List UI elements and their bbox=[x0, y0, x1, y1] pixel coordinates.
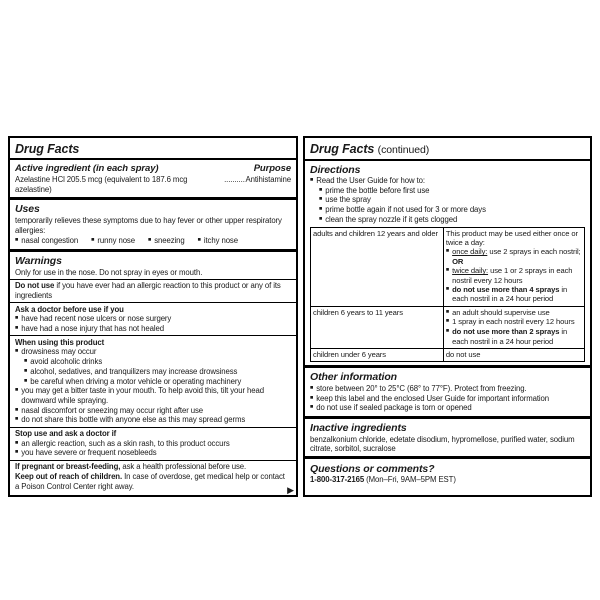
bullet-square-icon: ■ bbox=[15, 406, 19, 413]
bullet-text: an adult should supervise use bbox=[452, 307, 550, 317]
bullet-square-icon: ■ bbox=[310, 404, 314, 411]
bullet-square-icon: ■ bbox=[91, 237, 95, 244]
age-cell: adults and children 12 years and older bbox=[311, 227, 444, 306]
list-item bbox=[148, 236, 185, 246]
divider bbox=[10, 279, 296, 280]
bullet-square-icon: ■ bbox=[319, 215, 323, 222]
symptom-label: nasal congestion bbox=[21, 236, 79, 246]
bullet-square-icon: ■ bbox=[445, 285, 450, 292]
divider bbox=[305, 159, 590, 161]
dose-limit: do not use more than 4 sprays bbox=[452, 284, 560, 294]
bullet-text: nasal discomfort or sneezing may occur right after use bbox=[21, 405, 204, 415]
bullet-square-icon: ■ bbox=[445, 248, 450, 255]
bullet-text: alcohol, sedatives, and tranquilizers may increase drowsiness bbox=[30, 366, 238, 376]
bullet-text: Read the User Guide for how to: bbox=[316, 176, 425, 185]
bullet-text: clean the spray nozzle if it gets clogged bbox=[325, 214, 458, 224]
do-not-use-lead: Do not use bbox=[15, 281, 55, 291]
bullet-square-icon: ■ bbox=[319, 196, 323, 203]
pregnant-lead: If pregnant or breast-feeding, bbox=[15, 462, 121, 472]
bullet-square-icon: ■ bbox=[310, 177, 314, 183]
list-item bbox=[15, 448, 291, 458]
dose-intro: This product may be used either once or twice a day: bbox=[445, 228, 578, 247]
list-item bbox=[310, 403, 585, 413]
symptom-label: itchy nose bbox=[203, 236, 238, 246]
bullet-text: avoid alcoholic drinks bbox=[30, 357, 103, 367]
dose-or: OR bbox=[452, 256, 464, 266]
bullet-text: you have severe or frequent nosebleeds bbox=[21, 448, 157, 458]
bullet-text bbox=[452, 285, 581, 304]
purpose-value: Antihistamine bbox=[245, 175, 291, 184]
bullet-square-icon: ■ bbox=[147, 237, 152, 244]
dosing-table bbox=[310, 227, 585, 363]
list-item bbox=[15, 236, 78, 246]
list-item bbox=[15, 324, 291, 334]
list-item bbox=[15, 357, 291, 367]
bullet-square-icon: ■ bbox=[15, 416, 19, 423]
drug-facts-title-text: Drug Facts bbox=[310, 142, 375, 156]
list-item bbox=[15, 386, 291, 405]
instructions-cell bbox=[443, 227, 584, 306]
list-item bbox=[310, 176, 585, 186]
active-ingredient-line bbox=[15, 175, 291, 194]
symptom-label: runny nose bbox=[97, 236, 135, 246]
bullet-square-icon: ■ bbox=[445, 267, 450, 274]
bullet-text: prime bottle again if not used for 3 or more days bbox=[325, 205, 486, 215]
directions-heading: Directions bbox=[310, 163, 361, 176]
divider bbox=[10, 249, 296, 252]
bullet-square-icon: ■ bbox=[24, 377, 28, 384]
divider bbox=[305, 416, 590, 419]
list-item bbox=[91, 236, 135, 246]
bullet-square-icon: ■ bbox=[24, 358, 28, 365]
continued-label: (continued) bbox=[377, 144, 430, 156]
dose-frequency: twice daily: bbox=[452, 266, 489, 276]
bullet-text: keep this label and the enclosed User Guide for important information bbox=[316, 393, 550, 403]
ask-doctor-heading: Ask a doctor before use if you bbox=[15, 304, 124, 314]
phone-number: 1-800-317-2165 bbox=[310, 475, 365, 485]
list-item bbox=[446, 247, 581, 266]
divider bbox=[305, 456, 590, 459]
divider bbox=[10, 427, 296, 428]
list-item bbox=[446, 327, 581, 346]
list-item bbox=[446, 317, 581, 327]
dose-frequency: once daily: bbox=[452, 247, 488, 257]
list-item bbox=[446, 285, 581, 304]
divider bbox=[10, 197, 296, 200]
drug-facts-title: Drug Facts bbox=[15, 142, 80, 156]
warnings-heading: Warnings bbox=[15, 255, 62, 268]
questions-heading: Questions or comments? bbox=[310, 462, 435, 475]
divider bbox=[305, 365, 590, 368]
pregnant-rest: ask a health professional before use. bbox=[120, 462, 247, 472]
bullet-square-icon: ■ bbox=[15, 237, 19, 244]
instructions-cell bbox=[443, 306, 584, 348]
bullet-square-icon: ■ bbox=[310, 394, 314, 401]
table-row bbox=[311, 306, 585, 348]
symptom-label: sneezing bbox=[154, 236, 185, 246]
ingredient-name: Azelastine HCl 205.5 mcg (equivalent to 187.6 mcg azelastine) bbox=[15, 175, 188, 194]
bullet-text: be careful when driving a motor vehicle or operating machinery bbox=[30, 376, 242, 386]
dose-limit: do not use more than 2 sprays bbox=[452, 327, 560, 337]
dose-detail: in each nostril in a 24 hour period bbox=[452, 284, 568, 304]
bullet-text: 1 spray in each nostril every 12 hours bbox=[452, 317, 575, 327]
list-item bbox=[15, 347, 291, 357]
divider bbox=[10, 158, 296, 160]
bullet-text: have had a nose injury that has not healed bbox=[21, 324, 164, 334]
uses-intro: temporarily relieves these symptoms due to hay fever or other upper respiratory allergies: bbox=[15, 215, 282, 235]
bullet-square-icon: ■ bbox=[319, 186, 323, 193]
bullet-text: an allergic reaction, such as a skin rash, to this product occurs bbox=[21, 438, 230, 448]
do-not-use-rest: if you have ever had an allergic reaction to this product or any of its ingredients bbox=[15, 281, 281, 300]
inactive-ingredients-heading: Inactive ingredients bbox=[310, 422, 407, 434]
when-using-heading: When using this product bbox=[15, 337, 105, 347]
list-item bbox=[310, 205, 585, 215]
bullet-text bbox=[452, 266, 581, 285]
bullet-text: prime the bottle before first use bbox=[325, 185, 430, 195]
table-row bbox=[311, 348, 585, 361]
list-item bbox=[15, 377, 291, 387]
dose-detail: in each nostril in a 24 hour period bbox=[452, 327, 568, 346]
list-item bbox=[446, 308, 581, 318]
drug-facts-label bbox=[8, 136, 592, 497]
bullet-text: have had recent nose ulcers or nose surgery bbox=[21, 314, 172, 324]
bullet-square-icon: ■ bbox=[310, 384, 314, 391]
stop-use-heading: Stop use and ask a doctor if bbox=[15, 429, 117, 439]
bullet-text: you may get a bitter taste in your mouth. To help avoid this, tilt your head downward while spraying. bbox=[21, 386, 264, 405]
age-cell: children under 6 years bbox=[311, 348, 444, 361]
dose-detail: use 2 sprays in each nostril; bbox=[487, 247, 581, 257]
list-item bbox=[310, 215, 585, 225]
questions-phone-line bbox=[310, 475, 585, 485]
bullet-text: use the spray bbox=[325, 195, 371, 205]
table-row bbox=[311, 227, 585, 306]
bullet-text: drowsiness may occur bbox=[21, 347, 97, 357]
divider bbox=[10, 335, 296, 336]
other-information-heading: Other information bbox=[310, 371, 397, 384]
continued-arrow-icon: ▶ bbox=[287, 485, 294, 496]
purpose-heading: Purpose bbox=[253, 162, 291, 174]
list-item bbox=[15, 314, 291, 324]
drug-facts-continued-title bbox=[310, 140, 585, 158]
list-item bbox=[310, 195, 585, 205]
dose-detail: use 1 or 2 sprays in each nostril every 12 hours bbox=[452, 266, 573, 285]
drug-facts-right-panel bbox=[303, 136, 592, 497]
bullet-square-icon: ■ bbox=[15, 315, 19, 322]
list-item bbox=[446, 266, 581, 285]
active-ingredient-header-row bbox=[15, 161, 291, 175]
list-item bbox=[15, 415, 291, 425]
active-ingredient-heading: Active ingredient (in each spray) bbox=[15, 162, 159, 174]
bullet-square-icon: ■ bbox=[319, 206, 323, 213]
bullet-text: do not use if sealed package is torn or opened bbox=[316, 403, 472, 413]
bullet-square-icon: ■ bbox=[15, 325, 19, 332]
list-item bbox=[310, 394, 585, 404]
list-item bbox=[198, 236, 238, 246]
inactive-ingredients-text: benzalkonium chloride, edetate disodium, hypromellose, purified water, sodium citrate, sorbitol, sucralose bbox=[310, 434, 575, 454]
bullet-square-icon: ■ bbox=[24, 367, 28, 374]
pregnant-warning bbox=[15, 462, 291, 472]
list-item bbox=[15, 439, 291, 449]
dotted-leader: .......... bbox=[224, 175, 245, 184]
instructions-cell: do not use bbox=[443, 348, 584, 361]
bullet-square-icon: ■ bbox=[15, 348, 19, 355]
bullet-square-icon: ■ bbox=[15, 387, 19, 394]
uses-symptom-list bbox=[15, 235, 291, 246]
list-item bbox=[15, 367, 291, 377]
list-item bbox=[310, 186, 585, 196]
bullet-text: store between 20° to 25°C (68° to 77°F). Protect from freezing. bbox=[316, 383, 527, 393]
bullet-text bbox=[452, 327, 581, 346]
divider bbox=[10, 460, 296, 461]
list-item bbox=[310, 384, 585, 394]
bullet-text bbox=[452, 247, 581, 266]
list-item bbox=[15, 406, 291, 416]
bullet-square-icon: ■ bbox=[445, 328, 450, 335]
bullet-square-icon: ■ bbox=[445, 318, 450, 325]
bullet-square-icon: ■ bbox=[15, 449, 19, 456]
divider bbox=[10, 302, 296, 303]
phone-hours: (Mon–Fri, 9AM–5PM EST) bbox=[364, 475, 456, 485]
keep-out-lead: Keep out of reach of children. bbox=[15, 471, 123, 481]
bullet-square-icon: ■ bbox=[445, 308, 450, 315]
do-not-use-text bbox=[15, 281, 291, 300]
age-cell: children 6 years to 11 years bbox=[311, 306, 444, 348]
drug-facts-left-panel bbox=[8, 136, 298, 497]
warnings-intro: Only for use in the nose. Do not spray in eyes or mouth. bbox=[15, 267, 203, 277]
bullet-square-icon: ■ bbox=[15, 439, 19, 446]
uses-heading: Uses bbox=[15, 203, 40, 216]
keep-out-warning bbox=[15, 472, 291, 491]
keep-out-rest: In case of overdose, get medical help or contact a Poison Control Center right away. bbox=[15, 471, 285, 491]
bullet-square-icon: ■ bbox=[197, 237, 201, 244]
bullet-text: do not share this bottle with anyone else as this may spread germs bbox=[21, 415, 246, 425]
